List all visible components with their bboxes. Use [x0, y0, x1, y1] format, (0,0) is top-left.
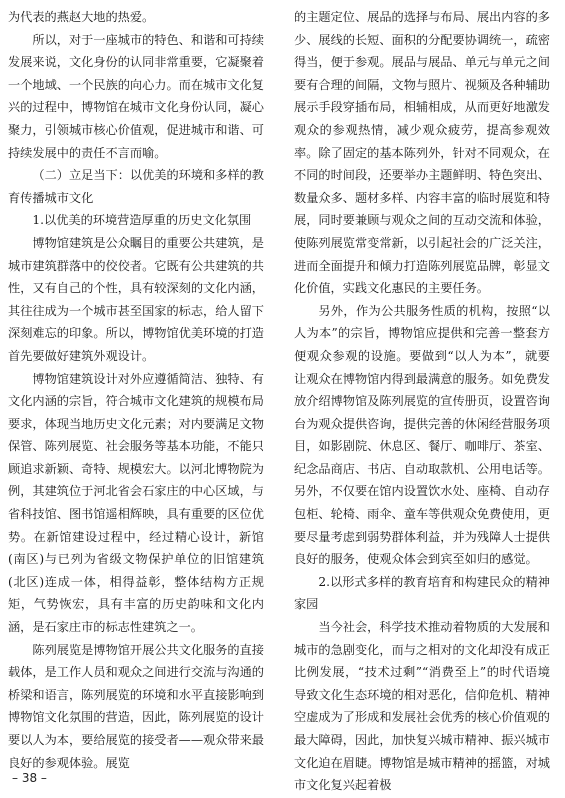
paragraph: 的主题定位、展品的选择与布局、展出内容的多少、展线的长短、面积的分配要协调统一，疏密得当，便于参观。展品与展品、单元与单元之间要有合理的间隔，文物与照片、视频及各种辅助展示手段穿插布局，相辅相成，从而更好地激发观众的参观热情，减少观众疲劳，提高参观效率。除了固定的基本陈列外，针对不同观众，在不同的时间段，还要举办主题鲜明、特色突出、数量众多、题材多样、内容丰富的临时展览和特展，同时要兼顾与观众之间的互动交流和体验，使陈列展览常变常新，以引起社会的广泛关注，进而全面提升和倾力打造陈列展览品牌，彰显文化价值，实践文化惠民的主要任务。 [294, 10, 550, 296]
paragraph: 为代表的燕赵大地的热爱。 [8, 10, 155, 24]
left-column [8, 6, 264, 774]
subsection-heading: 2.以形式多样的教育培育和构建民众的精神家园 [294, 574, 550, 612]
paragraph: 所以，对于一座城市的特色、和谐和可持续发展来说，文化身份的认同非常重要，它凝聚着一个地域、一个民族的向心力。而在城市文化复兴的过程中，博物馆在城市文化身份认同，凝心聚力，引领城市核心价值观，促进城市和谐、可持续发展中的责任不言而喻。 [8, 32, 264, 160]
right-column [294, 6, 550, 797]
page-number: – 38 – [12, 771, 47, 785]
paragraph: 陈列展览是博物馆开展公共文化服务的直接载体，是工作人员和观众之间进行交流与沟通的桥梁和语言，陈列展览的环境和水平直接影响到博物馆文化氛围的营造，因此，陈列展览的设计要以人为本，要给展览的接受者——观众带来最良好的参观体验。展览 [8, 642, 264, 770]
paragraph: 博物馆建筑设计对外应遵循简洁、独特、有文化内涵的宗旨，符合城市文化建筑的规模布局要求，体现当地历史文化元素；对内要满足文物保管、陈列展览、社会服务等基本功能，不能只顾追求新颖、奇特、规模宏大。以河北博物院为例，其建筑位于河北省会石家庄的中心区域，与省科技馆、图书馆遥相辉映，具有重要的区位优势。在新馆建设过程中，经过精心设计，新馆(南区)与已列为省级文物保护单位的旧馆建筑(北区)连成一体，相得益彰，整体结构方正规矩，气势恢宏，具有丰富的历史韵味和文化内涵，是石家庄市的标志性建筑之一。 [8, 371, 264, 635]
paragraph: 另外，作为公共服务性质的机构，按照“以人为本”的宗旨，博物馆应提供和完善一整套方便观众参观的设施。要做到“以人为本”，就要让观众在博物馆内得到最满意的服务。如免费发放介绍博物馆及陈列展览的宣传册页，设置咨询台为观众提供咨询，提供完善的休闲经营服务项目，如影剧院、休息区、餐厅、咖啡厅、茶室、纪念品商店、书店、自动取款机、公用电话等。另外，不仅要在馆内设置饮水处、座椅、自动存包柜、轮椅、雨伞、童车等供观众免费使用，更要尽量考虑到弱势群体利益，并为残障人士提供良好的服务，使观众体会到宾至如归的感觉。 [294, 303, 550, 567]
subsection-heading: 1.以优美的环境营造厚重的历史文化氛围 [32, 213, 252, 228]
section-heading: （二）立足当下：以优美的环境和多样的教育传播城市文化 [8, 168, 264, 205]
paragraph: 博物馆建筑是公众瞩目的重要公共建筑，是城市建筑群落中的佼佼者。它既有公共建筑的共性，又有自己的个性，具有较深刻的文化内涵，其往往成为一个城市甚至国家的标志，给人留下深刻难忘的印象。所以，博物馆优美环境的打造首先要做好建筑外观设计。 [8, 235, 264, 363]
paragraph: 当今社会，科学技术推动着物质的大发展和城市的急剧变化，而与之相对的文化却没有成正比例发展，“技术过剩”“消费至上”的时代语境导致文化生态环境的相对恶化，信仰危机、精神空虚成为了形成和发展社会优秀的核心价值观的最大障碍，因此，加快复兴城市精神、振兴城市文化迫在眉睫。博物馆是城市精神的摇篮，对城市文化复兴起着极 [294, 620, 550, 793]
